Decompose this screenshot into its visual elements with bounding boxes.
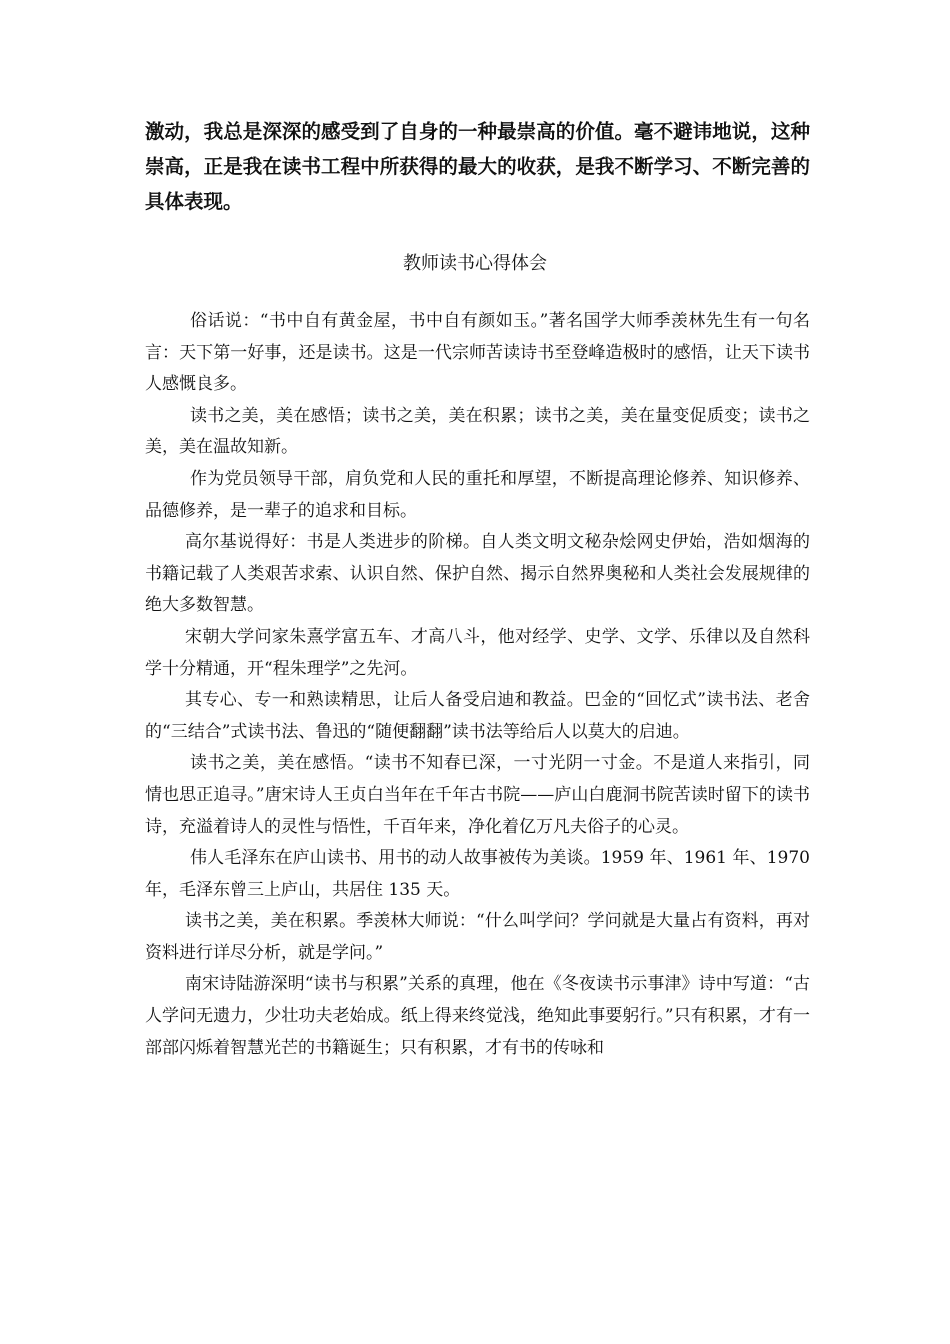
paragraph: 作为党员领导干部，肩负党和人民的重托和厚望，不断提高理论修养、知识修养、品德修养，是一辈子的追求和目标。: [145, 468, 810, 521]
paragraph: 伟人毛泽东在庐山读书、用书的动人故事被传为美谈。1959 年、1961 年、1970 年，毛泽东曾三上庐山，共居住 135 天。: [145, 848, 810, 900]
article-body: [145, 306, 810, 1064]
paragraph: 南宋诗陆游深明“读书与积累”关系的真理，他在《冬夜读书示事津》诗中写道：“古人学问无遗力，少壮功夫老始成。纸上得来终觉浅，绝知此事要躬行。”只有积累，才有一部部闪烁着智慧光芒的书籍诞生；只有积累，才有书的传咏和: [145, 974, 810, 1058]
intro-paragraph: 激动，我总是深深的感受到了自身的一种最崇高的价值。毫不避讳地说，这种崇高，正是我在读书工程中所获得的最大的收获，是我不断学习、不断完善的具体表现。: [145, 120, 810, 213]
paragraph: 其专心、专一和熟读精思，让后人备受启迪和教益。巴金的“回忆式”读书法、老舍的“三结合”式读书法、鲁迅的“随便翻翻”读书法等给后人以莫大的启迪。: [145, 690, 810, 742]
article-title: 教师读书心得体会: [403, 253, 547, 274]
paragraph: 读书之美，美在感悟；读书之美，美在积累；读书之美，美在量变促质变；读书之美，美在温故知新。: [145, 405, 810, 458]
paragraph: 读书之美，美在积累。季羡林大师说：“什么叫学问？学问就是大量占有资料，再对资料进行详尽分析，就是学问。”: [145, 911, 810, 963]
paragraph: 俗话说：“书中自有黄金屋，书中自有颜如玉。”著名国学大师季羡林先生有一句名言：天下第一好事，还是读书。这是一代宗师苦读诗书至登峰造极时的感悟，让天下读书人感慨良多。: [145, 311, 810, 395]
paragraph: 高尔基说得好：书是人类进步的阶梯。自人类文明文秘杂烩网史伊始，浩如烟海的书籍记载了人类艰苦求索、认识自然、保护自然、揭示自然界奥秘和人类社会发展规律的绝大多数智慧。: [145, 532, 810, 616]
paragraph: 宋朝大学问家朱熹学富五车、才高八斗，他对经学、史学、文学、乐律以及自然科学十分精通，开“程朱理学”之先河。: [145, 626, 810, 679]
paragraph: 读书之美，美在感悟。“读书不知春已深，一寸光阴一寸金。不是道人来指引，同情也思正追寻。”唐宋诗人王贞白当年在千年古书院——庐山白鹿洞书院苦读时留下的读书诗，充溢着诗人的灵性与悟性，千百年来，净化着亿万凡夫俗子的心灵。: [145, 753, 810, 837]
